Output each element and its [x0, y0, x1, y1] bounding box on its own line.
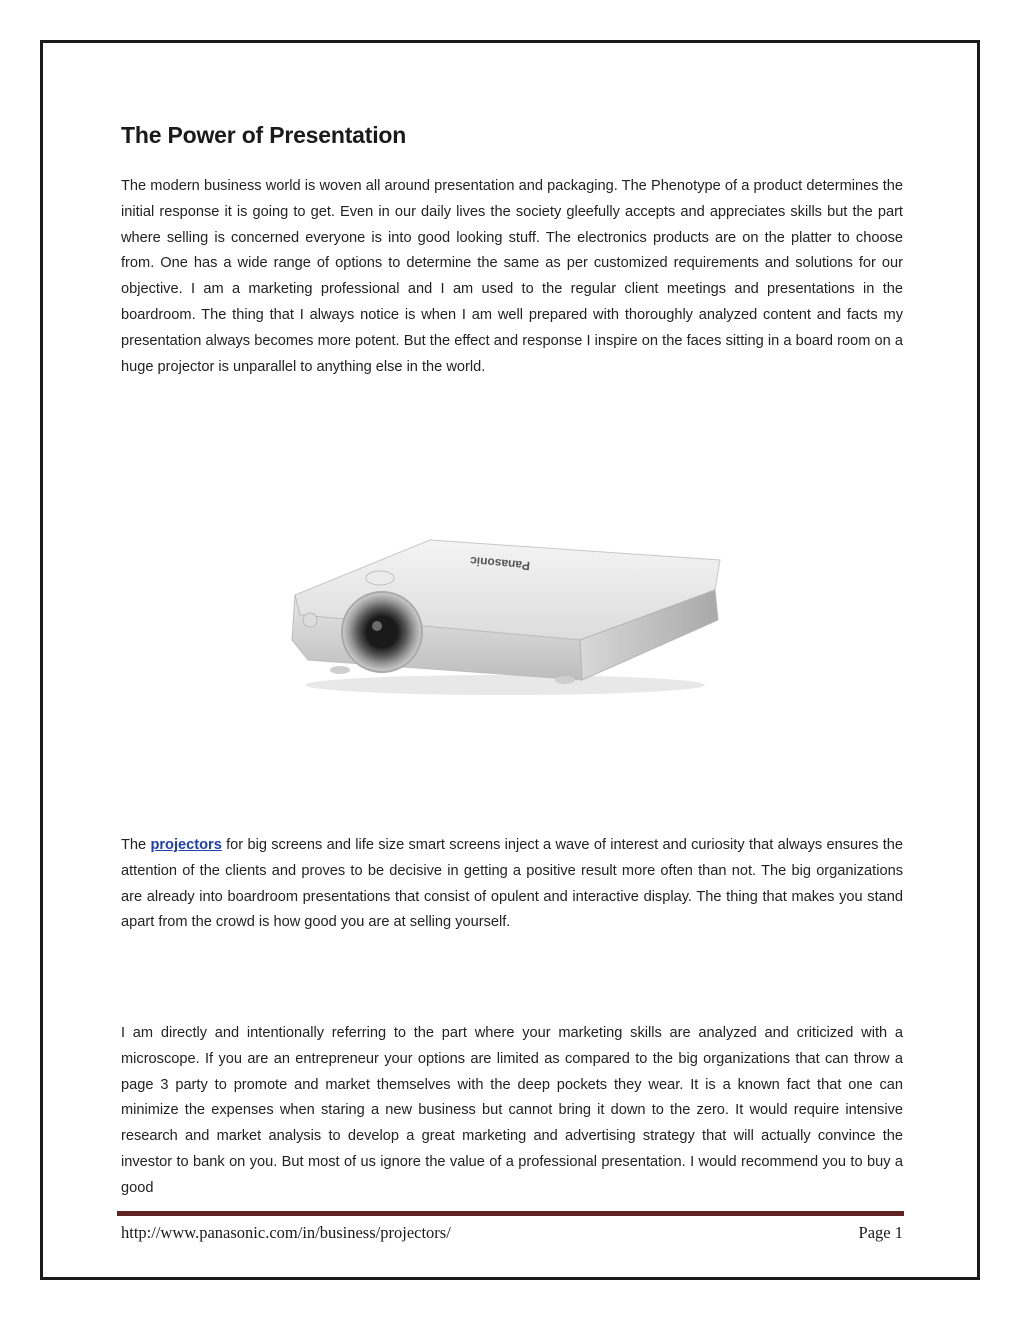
- paragraph-projectors-rest: for big screens and life size smart screens inject a wave of interest and curiosity that always ensures the attention of the clients and proves to be decisive in getting a positive result more often than not. The big organizations are already into boardroom presentations that consist of opulent and interactive display. The thing that makes you stand apart from the crowd is how good you are at selling yourself.: [121, 837, 903, 931]
- footer-divider: [117, 1211, 904, 1216]
- paragraph-projectors-start: The: [121, 837, 151, 853]
- paragraph-projectors: [121, 833, 903, 936]
- paragraph-marketing: I am directly and intentionally referring to the part where your marketing skills are analyzed and criticized with a microscope. If you are an entrepreneur your options are limited as compared to the big organizations that can throw a page 3 party to promote and market themselves with the deep pockets they wear. It is a known fact that one can minimize the expenses when staring a new business but cannot bring it down to the zero. It would require intensive research and market analysis to develop a great marketing and advertising strategy that will actually convince the investor to bank on you. But most of us ignore the value of a professional presentation. I would recommend you to buy a good: [121, 1025, 903, 1196]
- projector-image: [280, 520, 730, 700]
- footer-url: http://www.panasonic.com/in/business/projectors/: [121, 1223, 451, 1242]
- page-title: The Power of Presentation: [121, 122, 407, 148]
- projector-illustration: [280, 520, 730, 700]
- brand-logo: Panasonic: [469, 553, 531, 573]
- paragraph-intro: The modern business world is woven all around presentation and packaging. The Phenotype of a product determines the initial response it is going to get. Even in our daily lives the society gleefully accepts and appreciates skills but the part where selling is concerned everyone is into good looking stuff. The electronics products are on the platter to choose from. One has a wide range of options to determine the same as per customized requirements and solutions for our objective. I am a marketing professional and I am used to the regular client meetings and presentations in the boardroom. The thing that I always notice is when I am well prepared with thoroughly analyzed content and facts my presentation always becomes more potent. But the effect and response I inspire on the faces sitting in a board room on a huge projector is unparallel to anything else in the world.: [121, 178, 903, 375]
- projectors-link[interactable]: projectors: [150, 837, 222, 853]
- page-number: Page 1: [858, 1223, 903, 1242]
